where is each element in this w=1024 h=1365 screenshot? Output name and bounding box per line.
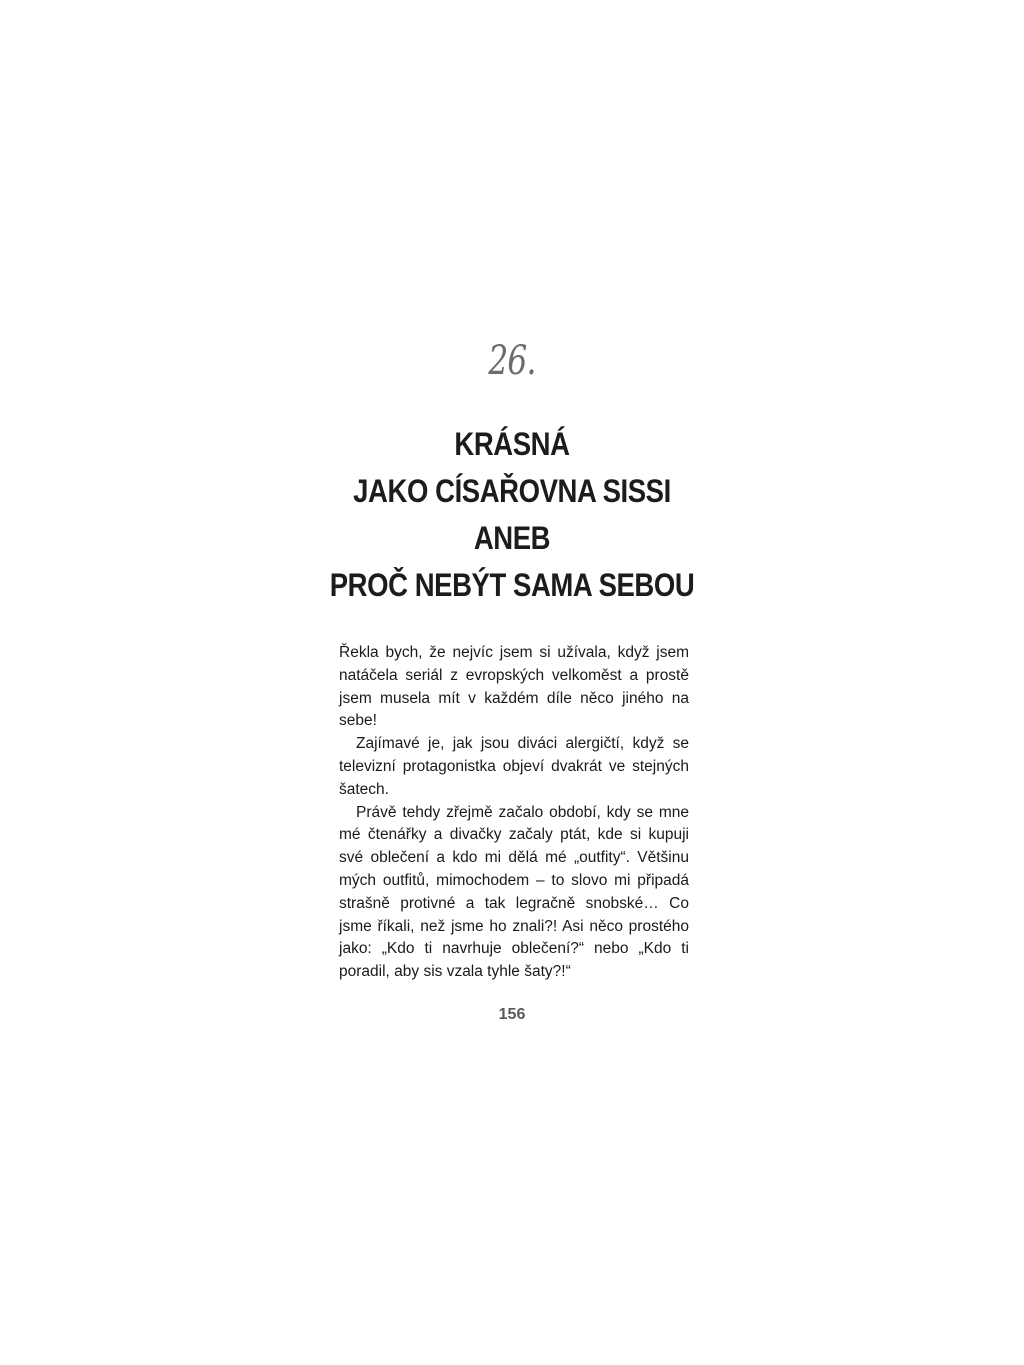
title-line: JAKO CÍSAŘOVNA SISSI bbox=[353, 473, 671, 509]
chapter-body bbox=[339, 642, 689, 984]
title-line: KRÁSNÁ bbox=[454, 426, 570, 462]
paragraph: Právě tehdy zřejmě začalo období, kdy se mne mé čtenářky a divačky začaly ptát, kde si kupuji své oblečení a kdo mi dělá mé „outfity“. Většinu mých outfitů, mimochodem – to slovo mi připadá strašně protivné a tak legračně snobské… Co jsme říkali, než jsme ho znali?! Asi něco prostého jako: „Kdo ti navrhuje oblečení?“ nebo „Kdo ti poradil, aby sis vzala tyhle šaty?!“ bbox=[339, 803, 689, 981]
page-number: 156 bbox=[498, 1006, 526, 1023]
paragraph: Zajímavé je, jak jsou diváci alergičtí, když se televizní protagonistka objeví dvakrát ve stejných šatech. bbox=[339, 735, 689, 798]
paragraph: Řekla bych, že nejvíc jsem si užívala, když jsem natáčela seriál z evropských velkoměst a prostě jsem musela mít v každém díle něco jiného na sebe! bbox=[339, 644, 689, 730]
title-line: ANEB bbox=[473, 520, 551, 556]
chapter-number: 26. bbox=[488, 338, 536, 384]
title-line: PROČ NEBÝT SAMA SEBOU bbox=[329, 567, 695, 603]
chapter-title bbox=[0, 421, 1024, 609]
